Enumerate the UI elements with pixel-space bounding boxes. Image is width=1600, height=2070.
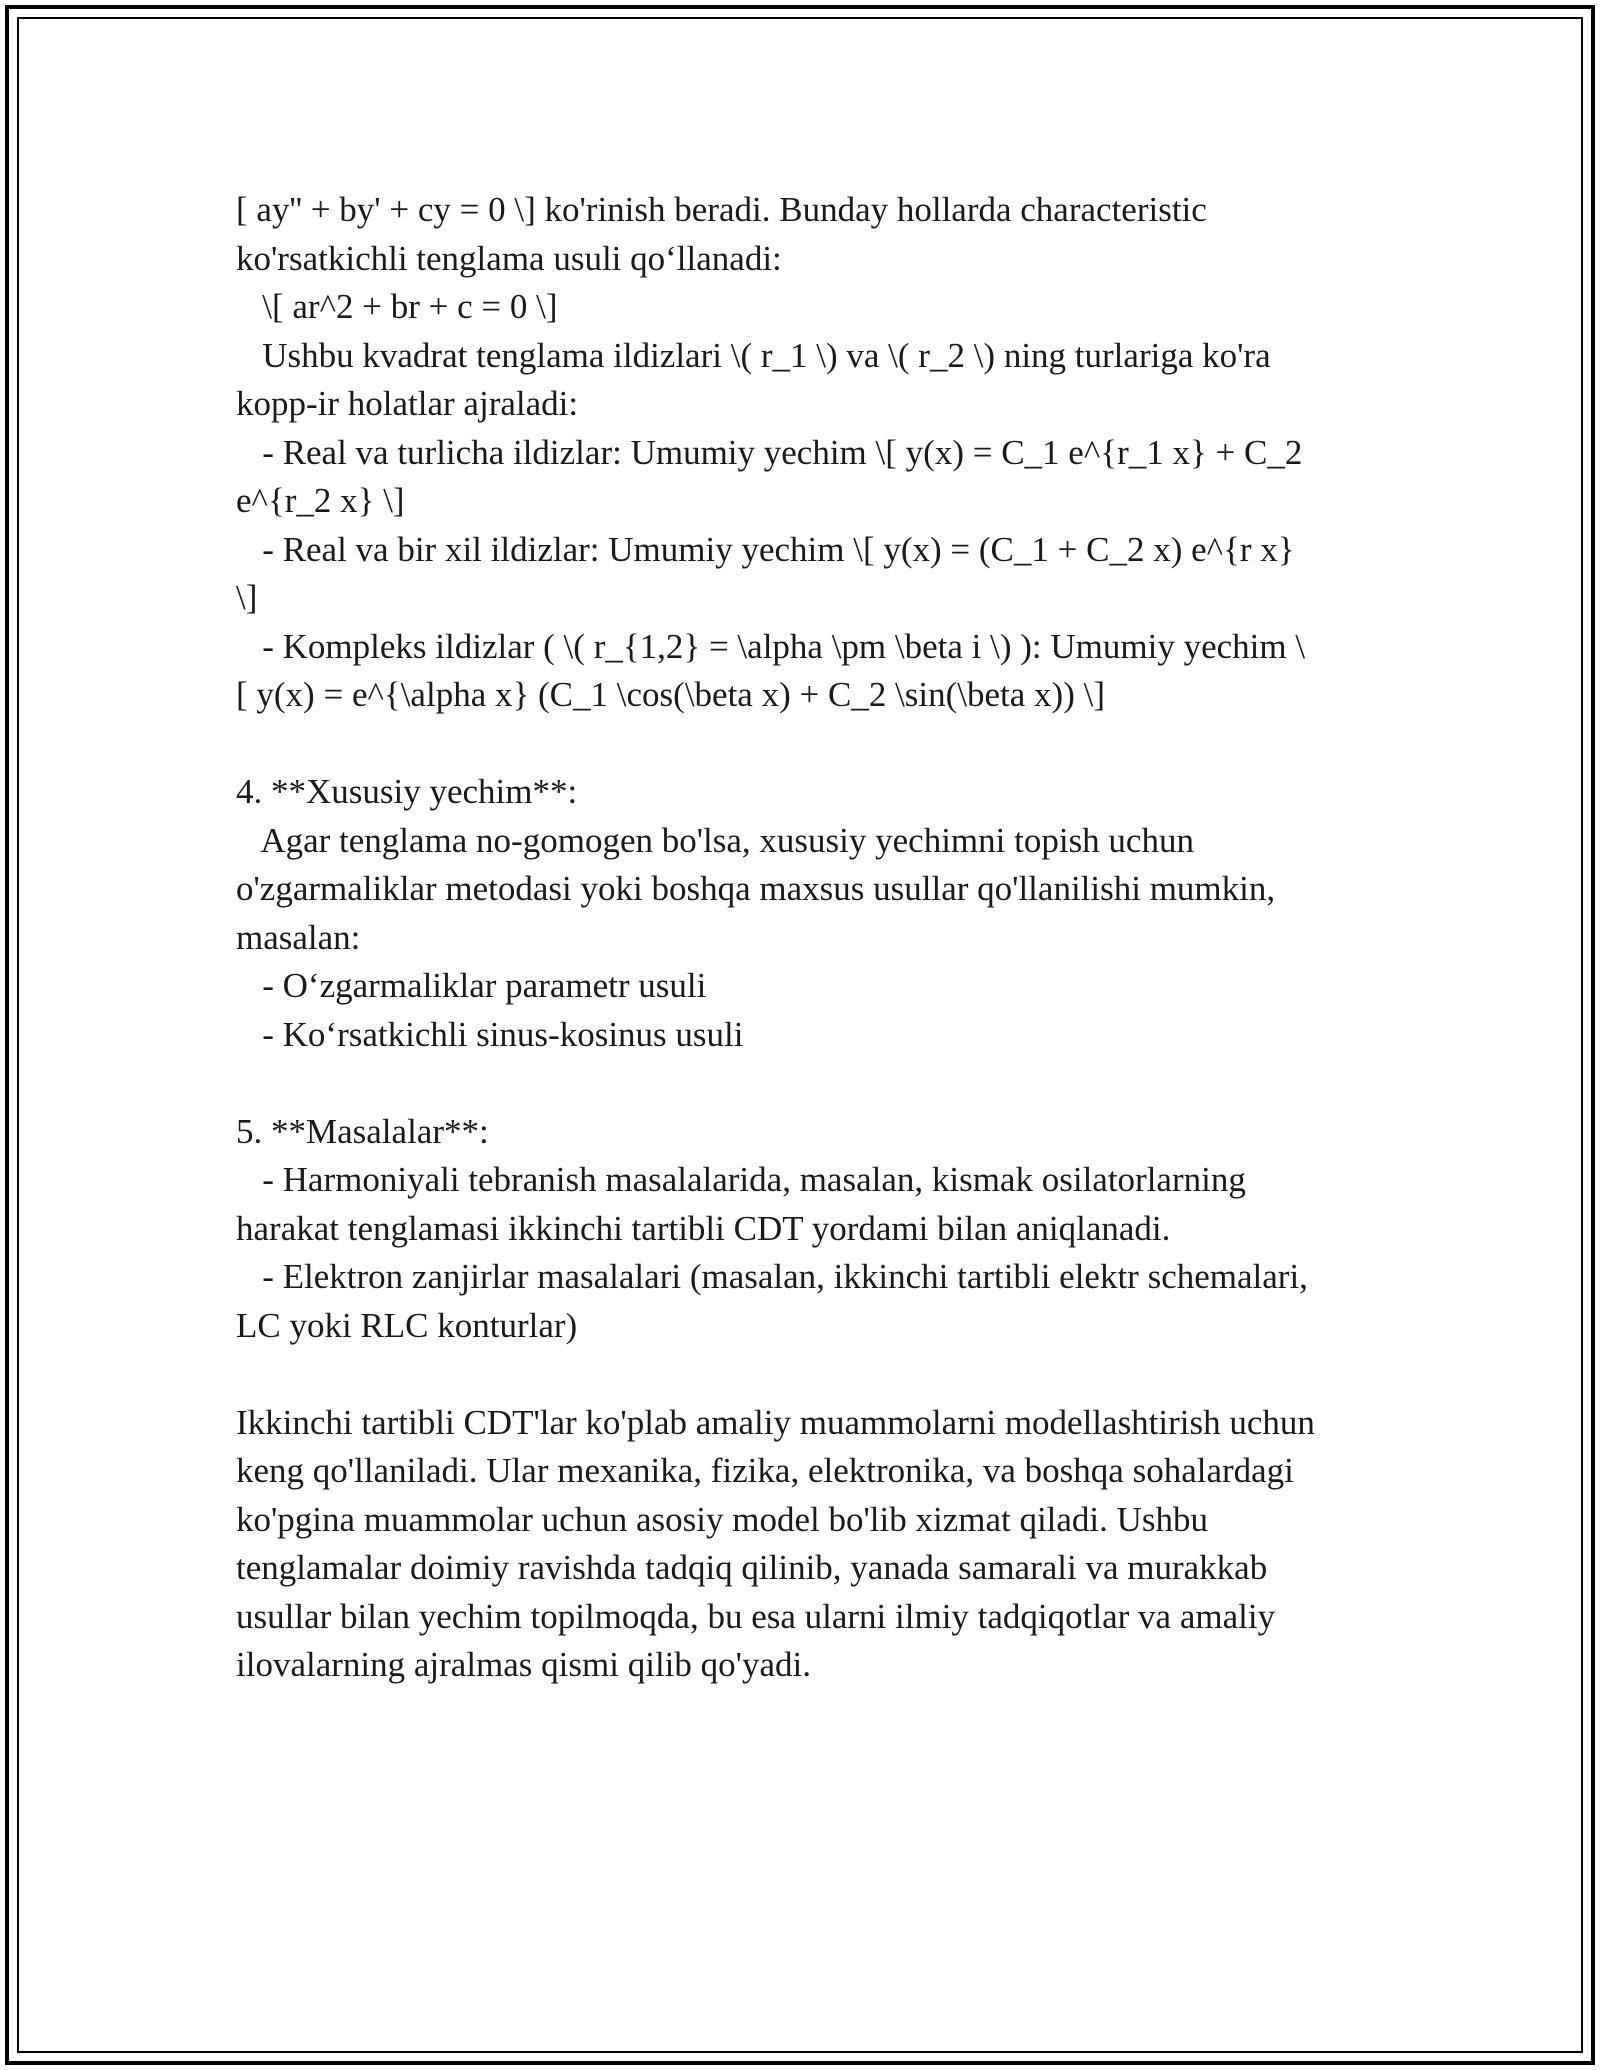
text-line: 4. **Xususiy yechim**: xyxy=(236,772,578,811)
text-line: masalan: xyxy=(236,917,361,957)
text-line: - Kompleks ildizlar ( \( r_{1,2} = \alpha \pm \beta i \) ): Umumiy yechim \ xyxy=(236,626,1306,666)
text-line: tenglamalar doimiy ravishda tadqiq qilinib, yanada samarali va murakkab xyxy=(236,1548,1268,1587)
text-line: LC yoki RLC konturlar) xyxy=(236,1305,578,1345)
paragraph-spacer xyxy=(236,1059,1386,1108)
paragraph-spacer xyxy=(236,720,1386,769)
text-line: keng qo'llaniladi. Ular mexanika, fizika, elektronika, va boshqa sohalardagi xyxy=(236,1451,1294,1490)
text-line: ko'pgina muammolar uchun asosiy model bo'lib xizmat qiladi. Ushbu xyxy=(236,1499,1209,1539)
text-line: ilovalarning ajralmas qismi qilib qo'yadi. xyxy=(236,1645,811,1684)
text-line: harakat tenglamasi ikkinchi tartibli CDT yordami bilan aniqlanadi. xyxy=(236,1208,1171,1248)
text-line: - Real va bir xil ildizlar: Umumiy yechim \[ y(x) = (C_1 + C_2 x) e^{r x} xyxy=(236,529,1295,569)
paragraph-section-4-xususiy-yechim xyxy=(236,768,1386,1059)
text-line: - Ko‘rsatkichli sinus-kosinus usuli xyxy=(236,1014,744,1054)
text-line: [ y(x) = e^{\alpha x} (C_1 \cos(\beta x) + C_2 \sin(\beta x)) \] xyxy=(236,675,1106,714)
text-line: - Elektron zanjirlar masalalari (masalan, ikkinchi tartibli elektr schemalari, xyxy=(236,1257,1308,1296)
paragraph-characteristic-intro xyxy=(236,186,1386,720)
text-line: [ ay'' + by' + cy = 0 \] ko'rinish beradi. Bunday hollarda characteristic xyxy=(236,190,1207,229)
text-line: 5. **Masalalar**: xyxy=(236,1111,489,1151)
text-line: Ushbu kvadrat tenglama ildizlari \( r_1 \) va \( r_2 \) ning turlariga ko'ra xyxy=(236,335,1271,375)
paragraph-section-5-masalalar xyxy=(236,1108,1386,1351)
text-line: \[ ar^2 + br + c = 0 \] xyxy=(236,287,558,326)
text-line: e^{r_2 x} \] xyxy=(236,481,405,520)
text-line: - Harmoniyali tebranish masalalarida, masalan, kismak osilatorlarning xyxy=(236,1160,1246,1199)
text-line: \] xyxy=(236,578,258,617)
text-line: usullar bilan yechim topilmoqda, bu esa ularni ilmiy tadqiqotlar va amaliy xyxy=(236,1596,1276,1636)
text-line: kopp-ir holatlar ajraladi: xyxy=(236,384,579,423)
text-line: Ikkinchi tartibli CDT'lar ko'plab amaliy muammolarni modellashtirish uchun xyxy=(236,1402,1315,1442)
document-body xyxy=(236,186,1386,1690)
text-line: - Real va turlicha ildizlar: Umumiy yechim \[ y(x) = C_1 e^{r_1 x} + C_2 xyxy=(236,432,1303,472)
text-line: Agar tenglama no-gomogen bo'lsa, xususiy yechimni topish uchun xyxy=(236,820,1194,860)
paragraph-spacer xyxy=(236,1350,1386,1399)
text-line: - O‘zgarmaliklar parametr usuli xyxy=(236,966,707,1005)
text-line: ko'rsatkichli tenglama usuli qo‘llanadi: xyxy=(236,238,782,278)
text-line: o'zgarmaliklar metodasi yoki boshqa maxsus usullar qo'llanilishi mumkin, xyxy=(236,869,1276,908)
paragraph-conclusion xyxy=(236,1399,1386,1690)
